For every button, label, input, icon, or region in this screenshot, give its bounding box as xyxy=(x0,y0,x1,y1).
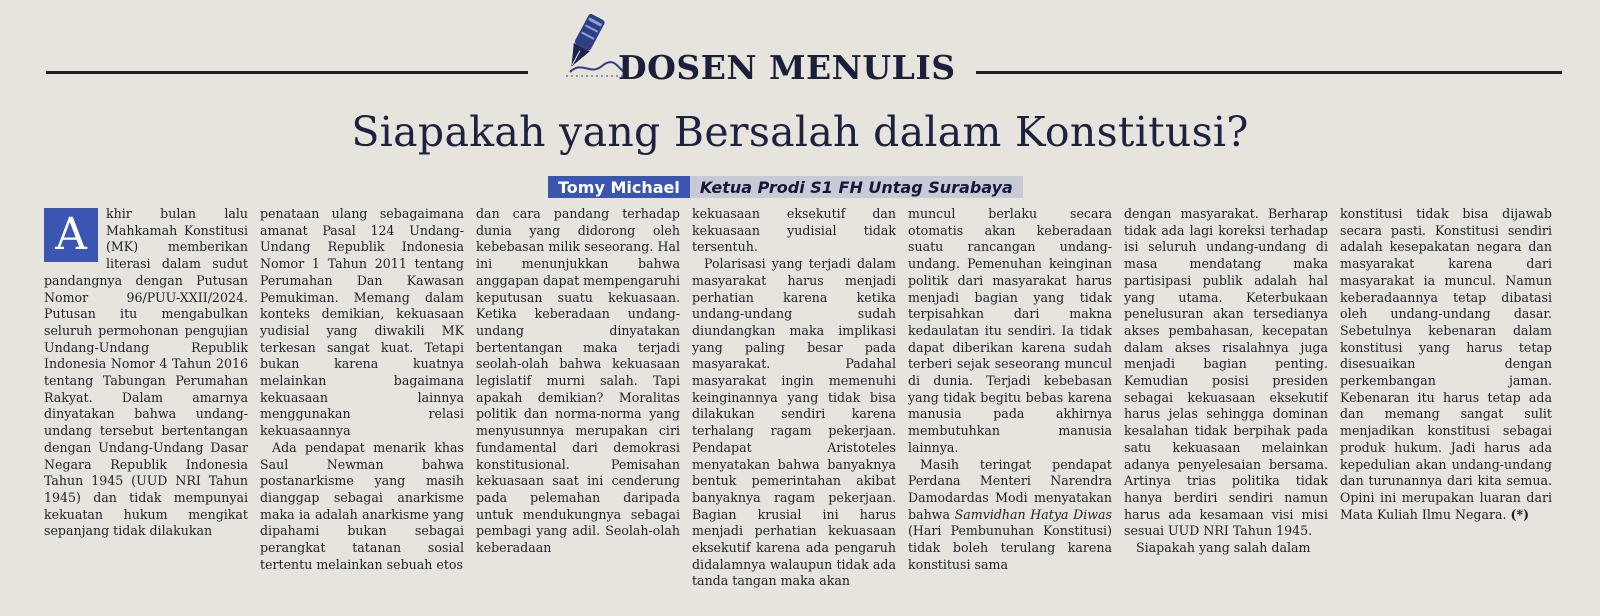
article-column-6 xyxy=(1124,206,1328,611)
paragraph-text: (Hari Pembunuhan Konstitusi) tidak boleh terulang karena konstitusi sama xyxy=(908,523,1112,572)
paragraph: muncul berlaku secara otomatis akan keberadaan suatu rancangan undang-undang. Pemenuhan keinginan politik dari masyarakat harus menjadi bagian yang tidak terpisahkan dari makna kedaulatan itu sendiri. Ia tidak dapat diberikan karena sudah terberi sejak seseorang muncul di dunia. Terjadi kebebasan yang tidak begitu bebas karena manusia pada akhirnya membutuhkan manusia lainnya. xyxy=(908,206,1112,455)
byline xyxy=(548,176,1023,198)
article-column-5 xyxy=(908,206,1112,611)
emphasis-text: Samvidhan Hatya Diwas xyxy=(954,506,1112,522)
article-body xyxy=(44,206,1560,611)
paragraph: kekuasaan eksekutif dan kekuasaan yudisial tidak tersentuh. xyxy=(692,206,896,255)
paragraph-text: konstitusi tidak bisa dijawab secara pasti. Konstitusi sendiri adalah kesepakatan negara dan masyarakat karena dari masyarakat ia muncul. Namun keberadaannya tetap dibatasi oleh undang-undang dasar. Sebetulnya kebenaran dalam konstitusi yang harus tetap disesuaikan dengan perkembangan jaman. Kebenaran itu harus tetap ada dan memang sangat sulit menjadikan konstitusi sebagai produk hukum. Jadi harus ada kepedulian akan undang-undang dan turunannya dari kita semua. Opini ini merupakan luaran dari Mata Kuliah Ilmu Negara. xyxy=(1340,206,1552,522)
byline-role: Ketua Prodi S1 FH Untag Surabaya xyxy=(690,176,1023,198)
article-column-1 xyxy=(44,206,248,611)
paragraph: dengan masyarakat. Berharap tidak ada lagi koreksi terhadap isi seluruh undang-undang di masa mendatang maka partisipasi publik adalah hal yang utama. Keterbukaan penelusuran akan tersedianya akses pembahasan, kecepatan dalam akses risalahnya juga menjadi bagian penting. Kemudian posisi presiden sebagai kekuasaan eksekutif harus jelas sehingga dominan kesalahan tidak berpihak pada satu kekuasaan melainkan adanya penyelesaian bersama. Artinya trias politika tidak hanya berdiri sendiri namun harus ada kesamaan visi misi sesuai UUD NRI Tahun 1945. xyxy=(1124,206,1328,539)
rubric-header xyxy=(46,40,1562,98)
paragraph xyxy=(908,457,1112,574)
article-column-4 xyxy=(692,206,896,611)
paragraph: penataan ulang sebagaimana amanat Pasal 124 Undang-Undang Republik Indonesia Nomor 1 Tahun 2011 tentang Perumahan Dan Kawasan Pemukiman. Memang dalam konteks demikian, kekuasaan yudisial yang diwakili MK terkesan sangat kuat. Tetapi bukan karena kuatnya melainkan bagaimana kekuasaan lainnya menggunakan relasi kekuasaannya xyxy=(260,206,464,439)
paragraph xyxy=(1340,206,1552,523)
paragraph: Ada pendapat menarik khas Saul Newman bahwa postanarkisme yang masih dianggap sebagai anarkisme maka ia adalah anarkisme yang dipahami bukan sebagai perangkat tatanan sosial tertentu melainkan sebuah etos xyxy=(260,439,464,572)
drop-cap: A xyxy=(44,208,98,262)
paragraph xyxy=(44,206,248,540)
rubric-rule-left xyxy=(46,71,528,74)
paragraph-text: Masih teringat pendapat Perdana Menteri Narendra Damodardas Modi menyatakan bahwa xyxy=(908,456,1112,522)
article-column-7 xyxy=(1340,206,1552,611)
end-mark: (*) xyxy=(1510,506,1530,522)
byline-author: Tomy Michael xyxy=(548,176,690,198)
rubric-rule-right xyxy=(976,71,1562,74)
article-column-2 xyxy=(260,206,464,611)
paragraph: Siapakah yang salah dalam xyxy=(1136,540,1311,556)
paragraph: dan cara pandang terhadap dunia yang didorong oleh kebebasan milik seseorang. Hal ini menunjukkan bahwa anggapan dapat mempengaruhi keputusan suatu kekuasaan. Ketika keberadaan undang-undang dinyatakan bertentangan maka terjadi seolah-olah bahwa kekuasaan legislatif murni salah. Tapi apakah demikian? Moralitas politik dan norma-norma yang menyusunnya merupakan ciri fundamental dari demokrasi konstitusional. Pemisahan kekuasaan saat ini cenderung pada pelemahan daripada untuk mendukungnya sebagai pembagi yang adil. Seolah-olah keberadaan xyxy=(476,206,680,556)
paragraph-text: khir bulan lalu Mahkamah Konstitusi (MK) memberikan literasi dalam sudut pandangnya dengan Putusan Nomor 96/PUU-XXII/2024. Putusan itu mengabulkan seluruh permohonan pengujian Undang-Undang Republik Indonesia Nomor 4 Tahun 2016 tentang Tabungan Perumahan Rakyat. Dalam amarnya dinyatakan bahwa undang-undang tersebut bertentangan dengan Undang-Undang Dasar Negara Republik Indonesia Tahun 1945 (UUD NRI Tahun 1945) dan tidak mempunyai kekuatan hukum mengikat sepanjang tidak dilakukan xyxy=(44,206,248,539)
paragraph: Polarisasi yang terjadi dalam masyarakat harus menjadi perhatian karena ketika undang-undang sudah diundangkan maka implikasi yang paling besar pada masyarakat. Padahal masyarakat ingin memenuhi keinginannya yang tidak bisa dilakukan sendiri karena terhalang ragam pekerjaan. Pendapat Aristoteles menyatakan bahwa banyaknya bentuk pemerintahan akibat banyaknya ragam pekerjaan. Bagian krusial ini harus menjadi perhatian kekuasaan eksekutif karena ada pengaruh didalamnya walaupun tidak ada tanda tangan maka akan xyxy=(692,256,896,589)
article-headline: Siapakah yang Bersalah dalam Konstitusi? xyxy=(351,108,1249,156)
rubric-label: DOSEN MENULIS xyxy=(618,48,956,87)
article-column-3 xyxy=(476,206,680,611)
